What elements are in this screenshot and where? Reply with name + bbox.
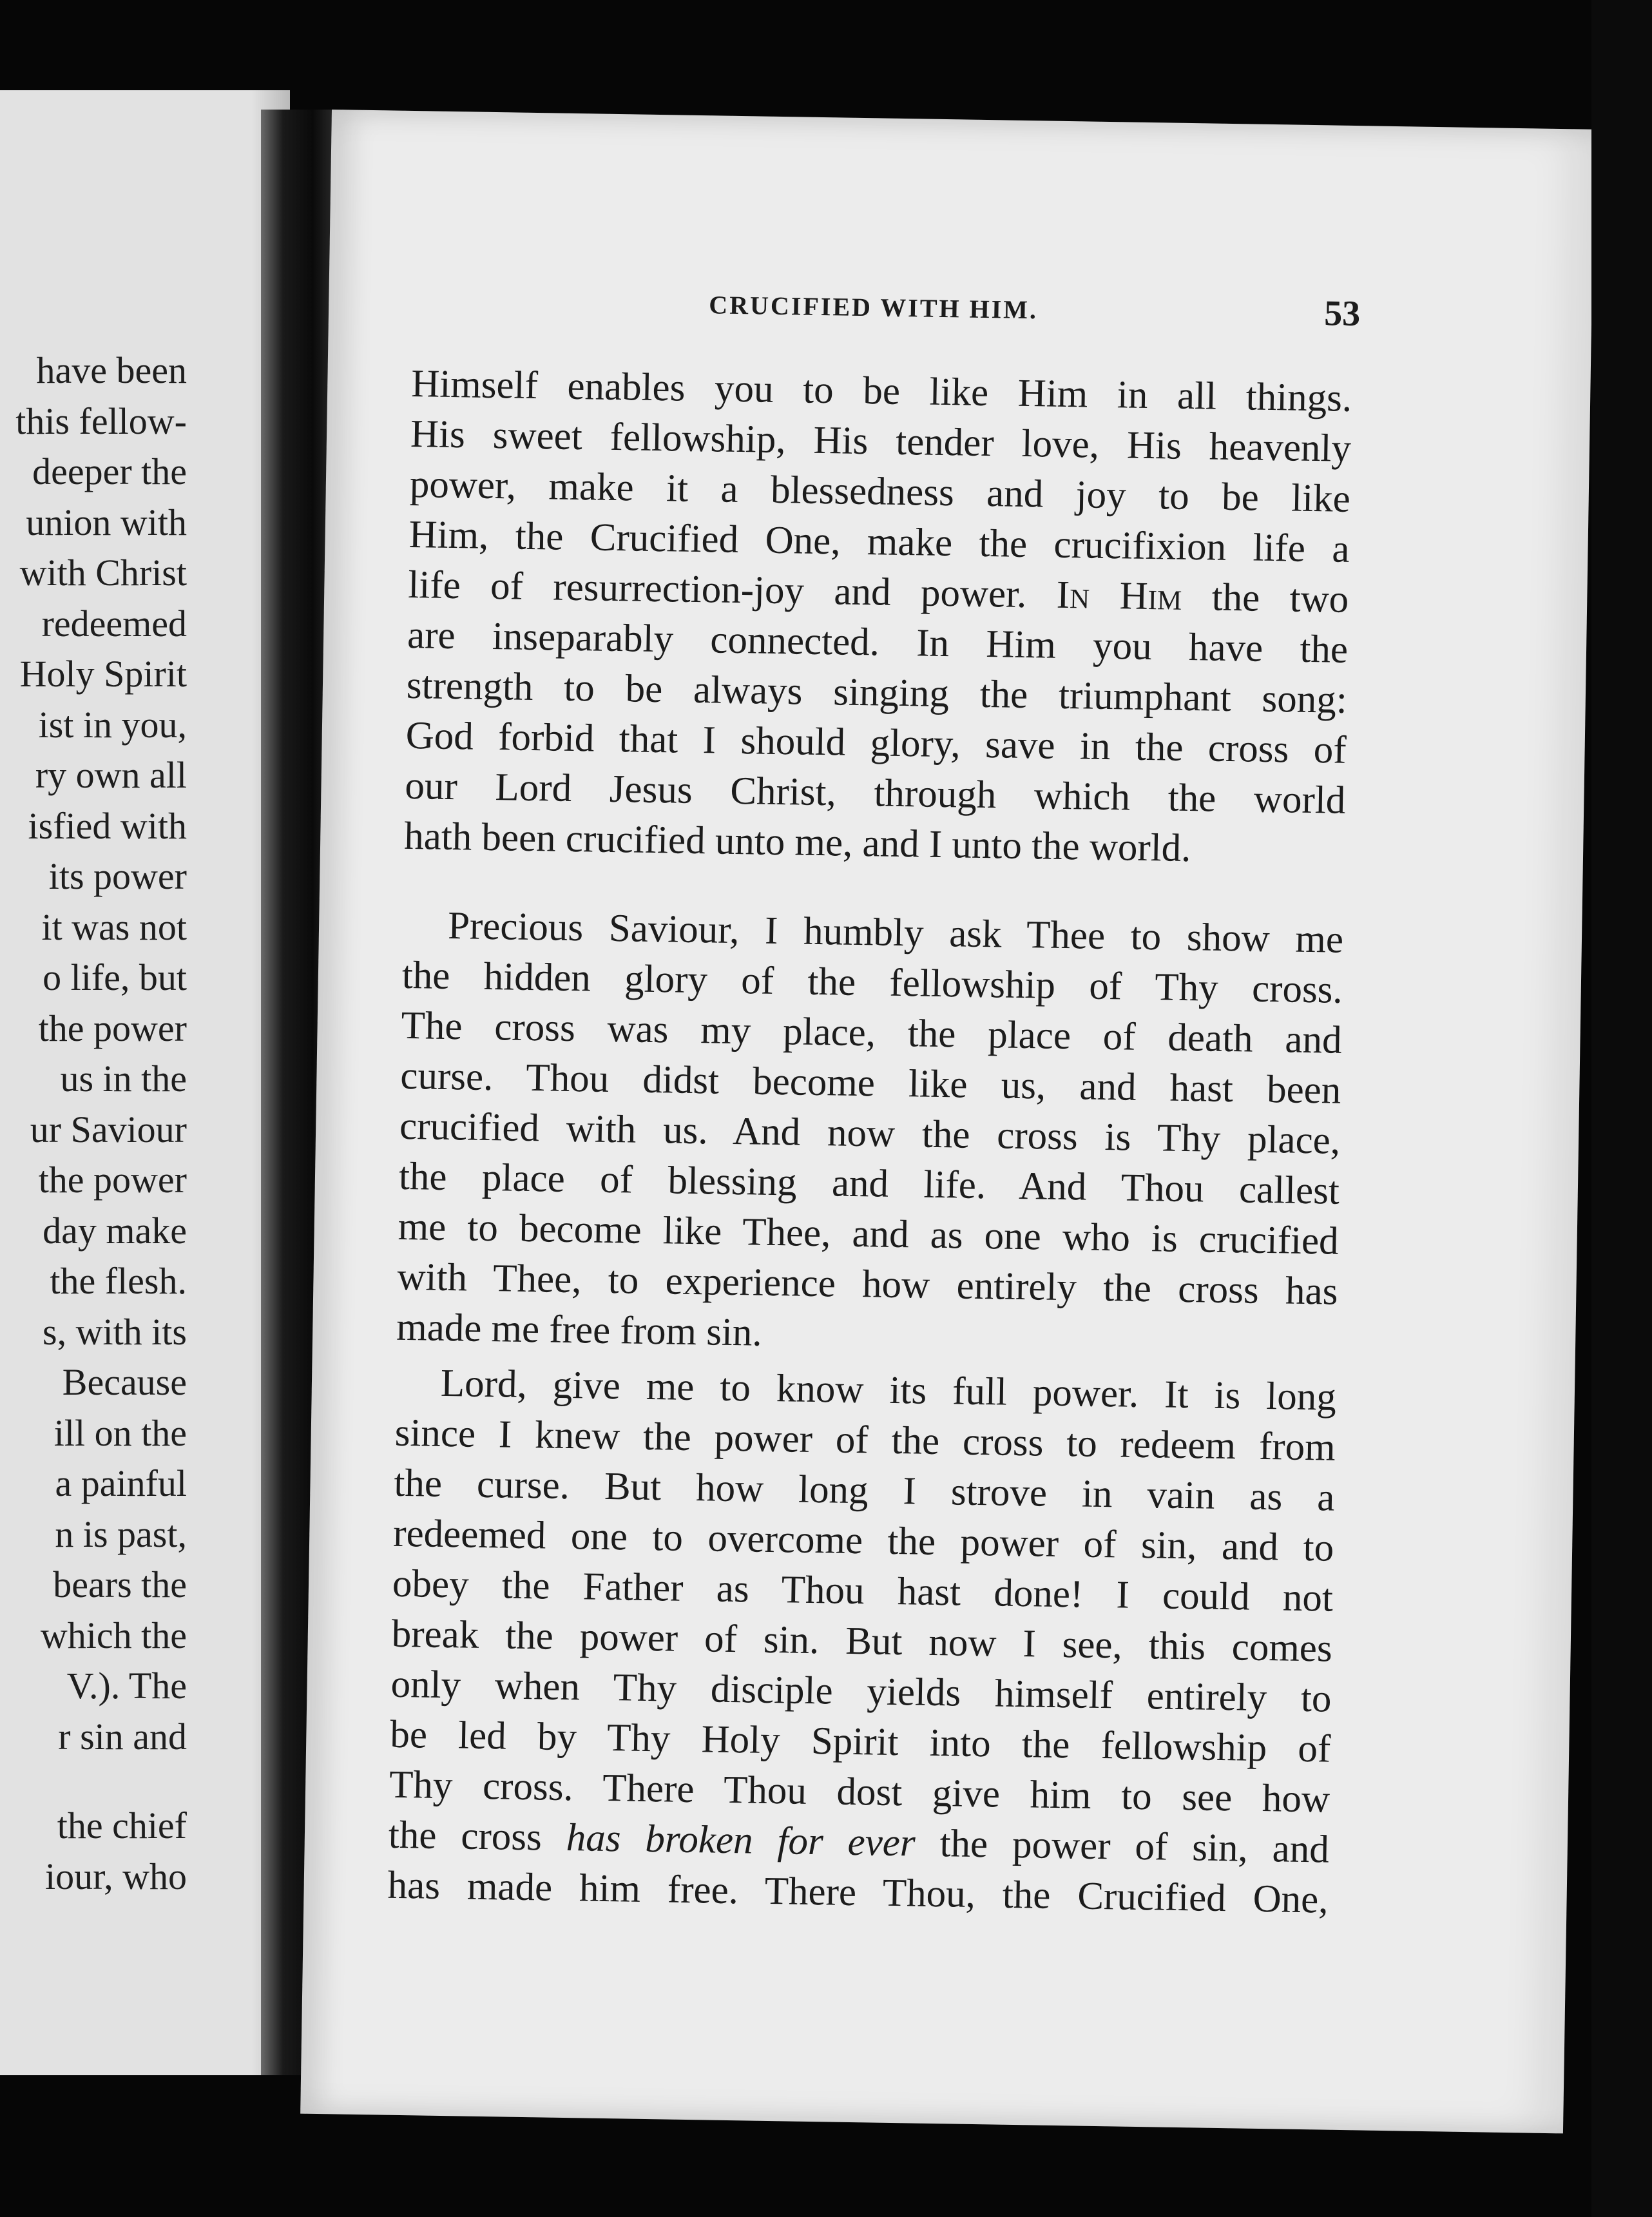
text-line: power, make it a blessedness and joy to be like	[409, 462, 1351, 521]
left-page	[0, 90, 290, 2075]
left-text-line: ur Saviour	[30, 1108, 187, 1150]
text-line: since I knew the power of the cross to redeem from	[394, 1411, 1336, 1469]
left-text-line: union with	[26, 501, 187, 543]
left-text-line: the power	[38, 1007, 187, 1049]
left-text-line: V.). The	[66, 1665, 187, 1707]
left-text-line: have been	[36, 349, 187, 391]
left-text-line: s, with its	[43, 1310, 187, 1353]
text-line: be led by Thy Holy Spirit into the fellowship of	[389, 1712, 1331, 1771]
left-text-line: its power	[48, 855, 187, 897]
left-text-line: which the	[40, 1614, 187, 1656]
left-text-line: redeemed	[41, 602, 187, 644]
left-text-line: ill on the	[53, 1411, 187, 1454]
text-line: the place of blessing and life. And Thou callest	[398, 1154, 1340, 1213]
left-text-line: bears the	[53, 1564, 187, 1605]
text-line: are inseparably connected. In Him you have the	[407, 613, 1349, 672]
page-number: 53	[1323, 293, 1361, 334]
left-text-line: the chief	[57, 1805, 187, 1846]
running-title: CRUCIFIED WITH HIM.	[708, 290, 1039, 325]
left-text-line: isfied with	[28, 804, 187, 847]
text-line: Lord, give me to know its full power. It is long	[440, 1361, 1337, 1419]
left-text-line: ist in you,	[38, 703, 187, 746]
text-line: curse. Thou didst become like us, and hast been	[399, 1054, 1341, 1112]
text-line: life of resurrection-joy and power. In Him the two	[407, 563, 1349, 621]
text-line: Thy cross. There Thou dost give him to see how	[389, 1763, 1330, 1821]
text-line: redeemed one to overcome the power of sin, and to	[392, 1511, 1334, 1570]
left-text-line: n is past,	[55, 1513, 187, 1555]
left-text-line: this fellow-	[15, 400, 187, 442]
text-line: the curse. But how long I strove in vain as a	[394, 1461, 1335, 1520]
left-text-line: Because	[62, 1361, 187, 1403]
text-run: the cross	[388, 1813, 567, 1860]
left-text-line: it was not	[41, 905, 187, 948]
text-line: break the power of sin. But now I see, this comes	[391, 1612, 1333, 1670]
text-line: with Thee, to experience how entirely the cross has	[397, 1255, 1338, 1313]
scan-edge	[1591, 0, 1652, 2217]
left-text-line: us in the	[60, 1058, 187, 1099]
text-line: made me free from sin.	[396, 1305, 763, 1355]
text-line: hath been crucified unto me, and I unto the world.	[403, 814, 1191, 871]
left-text-line: o life, but	[43, 956, 187, 998]
text-line: strength to be always singing the triumphant song:	[406, 663, 1348, 722]
text-line: The cross was my place, the place of death and	[401, 1003, 1343, 1062]
text-line: Precious Saviour, I humbly ask Thee to show me	[447, 904, 1344, 962]
left-text-line: the flesh.	[50, 1260, 187, 1302]
left-text-line: with Christ	[19, 552, 187, 594]
text-line: Himself enables you to be like Him in all things.	[410, 362, 1352, 420]
text-line: obey the Father as Thou hast done! I could not	[392, 1562, 1334, 1620]
text-line: has made him free. There Thou, the Crucified One,	[387, 1863, 1329, 1922]
text-line: our Lord Jesus Christ, through which the world	[405, 764, 1346, 822]
left-text-line: a painful	[55, 1462, 187, 1504]
left-text-line: r sin and	[58, 1715, 187, 1757]
text-line: only when Thy disciple yields himself entirely to	[390, 1662, 1332, 1721]
left-text-line: deeper the	[32, 450, 187, 492]
text-line: me to become like Thee, and as one who is crucified	[398, 1205, 1340, 1263]
body-text	[387, 359, 1352, 1922]
left-text-line: ry own all	[35, 754, 187, 796]
text-line: God forbid that I should glory, save in the cross of	[405, 713, 1347, 772]
italic-emphasis: has broken for ever	[566, 1816, 916, 1865]
left-text-line: day make	[43, 1209, 187, 1252]
left-text-line: iour, who	[45, 1855, 187, 1897]
right-page	[300, 110, 1595, 2133]
text-line: crucified with us. And now the cross is Thy place,	[399, 1104, 1341, 1163]
text-run: the power of sin, and	[915, 1821, 1330, 1872]
running-head	[329, 284, 1592, 334]
text-line: His sweet fellowship, His tender love, His heavenly	[410, 412, 1352, 470]
text-line: Him, the Crucified One, make the crucifixion life a	[408, 512, 1350, 571]
left-text-line: the power	[38, 1159, 187, 1201]
text-line: the hidden glory of the fellowship of Thy cross.	[401, 953, 1343, 1012]
left-text-line: Holy Spirit	[19, 653, 187, 695]
small-caps-emphasis: In Him	[1056, 573, 1182, 619]
